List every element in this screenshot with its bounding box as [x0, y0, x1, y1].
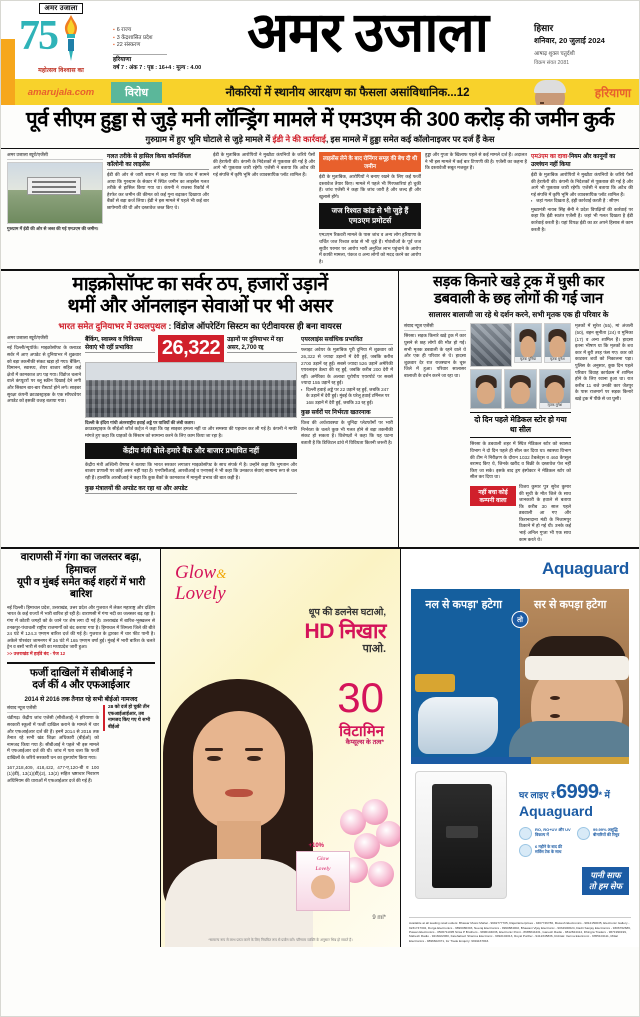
acc-redbox-wrap [470, 484, 516, 543]
cbi-col-1 [7, 705, 99, 784]
ms-subhead-3[interactable]: कुछ मंत्रालयों की अपडेट कर रहा था और अपडेट [85, 484, 297, 494]
glow-tagline-2: HD निखार [304, 620, 386, 644]
aqua-feature-2-text: 99.99% अशुद्धि बीमारियों की रिमूव [593, 827, 620, 838]
water-drop-icon [519, 827, 532, 840]
strip-state-label: हरियाणा [594, 85, 631, 100]
cbi-headline-line2[interactable]: दर्ज कीं 4 और एफआईआर [32, 680, 130, 692]
glow-ten-percent-badge: +10% [308, 843, 324, 850]
ms-dependency-head[interactable]: कुछ सर्वरों पर निर्भरता खतरनाक [301, 408, 393, 418]
strip-accent [1, 79, 15, 105]
victim-caption-1: मृतक पुनिया [515, 357, 540, 362]
lead-photo-caption: गुरुग्राम में ईडी की ओर से जब्त की गई एम3एम की जमीन। [7, 226, 99, 231]
ms-dependency-text: विश्व की अर्थव्यवस्था के चुनिंदा प्लेटफॉर्मों पर भारी निर्भरता के चलते कुछ भी गलत होने से बड़ा तकनीकी संकट हो सकता है। विशेषज्ञों ने कहा कि यह घटना बताती है कि डिजिटल ढांचे में विविधता कितनी जरूरी है। [301, 420, 393, 445]
aqua-tap-panel [411, 589, 520, 757]
acc-wreck-photo [470, 323, 512, 367]
ganga-link[interactable]: >> उत्तराखंड में हाईवे बंद - पेज 12 [7, 651, 66, 657]
aqua-split-image [411, 589, 629, 757]
cbi-col-2 [103, 705, 155, 784]
acc-body-3: विजय कुमार पुत्र सुरेश कुमार की सूची के मौत जिले के साथ जानकारी के हवाले से बताया कि करीब 30 साल पहले डबवाली आ गए और किरानादाना मंडी के निजामपुर ठिकाने में हो गई थी। उनके कई भाई अनिल गुप्ता भी एक साथ काम करते थे। [519, 483, 571, 542]
aqua-child-shirt [509, 721, 630, 757]
meta-bullet-states: ▪ 6 राज्य [113, 27, 201, 35]
acc-byline: संवाद न्यूज एजेंसी [404, 323, 466, 331]
aqua-price-prefix: घर लाइए ₹ [519, 790, 556, 801]
glow-product-pack [296, 851, 350, 911]
acc-subhead[interactable]: दो दिन पहले मेडिकल स्टोर हो गया था सील [470, 412, 571, 438]
glow-pack-brand2: Lovely [315, 866, 331, 873]
aqua-purifier-product [415, 771, 507, 899]
aqua-price-line [519, 781, 629, 804]
glow-brand-line2: Lovely [175, 583, 226, 605]
aqua-ad-canvas [401, 549, 639, 947]
lead-photo [7, 162, 103, 224]
glow-tagline-3: पाओ. [362, 643, 386, 656]
acc-body3-wrap [519, 484, 571, 543]
lead-headline[interactable]: पूर्व सीएम हुड्डा से जुड़े मनी लॉन्ड्रिंग मामले में एम3एम की 300 करोड़ की जमीन कुर्क [25, 108, 615, 131]
lead-col-photo [7, 152, 103, 265]
lead-col-3 [213, 152, 315, 265]
acc-lede: सिरसा। सड़क किनारे खड़े ट्रक में कार घुसने से छह लोगों की मौत हो गई। सभी मृतक डबवाली के रहने वाले थे और एक ही परिवार से थे। हादसा शुक्रवार देर रात राजस्थान के चूरू जिले में हुआ। परिवार सालासर बालाजी के दर्शन करने जा रहा था। [404, 333, 466, 378]
ms-sub2-wrap [227, 335, 297, 355]
lead-col2-text: ईडी की ओर से जारी बयान में कहा गया कि जांच में सामने आया कि गुरुग्राम के सेक्टर में स्थित जमीन का लाइसेंस गलत तरीके से हासिल किया गया था। कंपनी ने राजस्व रिकॉर्ड में हेरफेर कर जमीन की कीमत को कई गुना बढ़ाकर दिखाया और बैंकों से बड़ा कर्ज लिया। ईडी ने इस मामले में पहले भी कई बार छापेमारी की थी और दस्तावेज जब्त किए थे। [107, 172, 209, 210]
acc-columns [404, 323, 633, 543]
portrait-eyes [540, 91, 560, 93]
lead-col4-text: ईडी के मुताबिक, आरोपियों ने बनाए रखने के लिए कई फर्जी दस्तावेज तैयार किए। मामले में पहले भी गिरफ्तारियां हो चुकी हैं। जांच एजेंसी ने कहा कि जांच जारी है और जल्द ही और खुलासे होंगे। [319, 174, 421, 199]
cbi-text: चंडीगढ़। केंद्रीय जांच एजेंसी (सीबीआई) ने हरियाणा के सरकारी स्कूलों में फर्जी दाखिल कराने के मामले में चार और एफआईआर दर्ज की हैं। इनमें 2014 से 2016 तक तैनात रहे सभी खंड शिक्षा अधिकारी (बीईओ) को नामजद किया गया है। सीबीआई ने पहले भी इस मामले में एफआईआर दर्ज की थी। जांच में पता चला कि फर्जी दाखिलों के जरिये सरकारी धन का दुरुपयोग किया गया। [7, 715, 99, 760]
lead-story [1, 105, 639, 149]
lead-subhead-a: गुरुग्राम में हुए भूमि घोटाले से जुड़े मामले में [145, 134, 273, 144]
ms-bullet-1: ▪ दिल्ली हवाई अड्डे पर 22 उड़ानें रद्द हुईं, जबकि 247 के उड़ानें में देरी हुई। मुंबई के घरेलू हवाई टर्मिनल पर 168 उड़ानें में देरी हुई, जबकि 33 रद्द हुईं। [301, 387, 393, 406]
acc-col-2 [470, 323, 571, 543]
masthead [1, 1, 639, 79]
acc-col-3 [575, 323, 633, 543]
advertisement-glow-lovely[interactable] [161, 549, 401, 947]
cbi-numbers: 167,218,409, 418,422, 477-ए,120-बी व 100 (1)(डी), 13(1)(डी)(2), 13(2) सहित भ्रष्टाचार निवारण अधिनियम की धाराओं में एफआईआर दर्ज की गई हैं। [7, 764, 99, 783]
cbi-columns [7, 705, 155, 784]
acc-headline-line1[interactable]: सड़क किनारे खड़े ट्रक में घुसी कार [433, 274, 604, 291]
ms-sub1-wrap [85, 335, 155, 355]
lead-m3m-claim-red: एम3एम का दावा- [531, 154, 570, 160]
cbi-redbar: 28 को दर्ज हो चुकी तीन एफआईआईआर, तब नामजद किए गए थे सभी बीईओ [103, 705, 155, 731]
edition-city: हिसार [534, 23, 554, 33]
meta-issue-line: वर्ष 7 : अंक 7 : पृष्ठ : 16+4 : मूल्य : 4.00 [113, 65, 202, 72]
glow-vitamin-text: विटामिन [339, 723, 384, 741]
ms-col-3 [301, 335, 393, 496]
glow-vitamin-sub: कैप्सूल्स के तत्व* [345, 739, 384, 747]
masthead-title: अमर उजाला [247, 2, 489, 63]
lead-col-5 [425, 152, 527, 265]
victim-thumb-2 [544, 323, 571, 363]
lead-cm-quote-head[interactable]: ▪ जहां गलत दिखता है, इंही कार्रवाई करती है : सीएम [531, 198, 633, 204]
glow-brand-logo [175, 563, 226, 604]
meta-state: हरियाणा [113, 56, 132, 63]
ms-col-1 [7, 335, 81, 496]
acc-bottom-row [470, 484, 571, 543]
aqua-features [519, 827, 631, 857]
second-deck [1, 271, 639, 549]
glow-pack-brand: Glow [316, 856, 330, 863]
anniversary-logo [15, 1, 107, 77]
strip-headline[interactable]: नौकरियों में स्थानीय आरक्षण का फैसला असांविधानिक...12 [225, 86, 470, 99]
ms-photo-caption: दिल्ली के इंदिरा गांधी अंतरराष्ट्रीय हवाई अड्डे पर यात्रियों की लंबी कतार। [85, 420, 195, 426]
edition-date: शनिवार, 20 जुलाई 2024 [534, 36, 605, 45]
ms-airlines-head[interactable]: एयरलाइंस सर्वाधिक प्रभावित [301, 335, 393, 345]
aqua-feature-1-text: RO, RO+UV और UV विकल्प में [535, 827, 571, 838]
glow-ad-canvas [161, 549, 400, 947]
lead-col-2 [107, 152, 209, 265]
aqua-text-left: नल से कपड़ा' हटेगा [425, 599, 502, 612]
lead-byline: अमर उजाला ब्यूरो/एजेंसी [7, 152, 103, 160]
lead-black-band-text: एम3एम रिकवरी मामले के पास जांच व अन्य लोग हरियाणा के चर्चित जज रिश्वत कांड से भी जुड़े हैं। गोवंशीओं के पूर्व जज सुधीर परमार पर आरोप भारी अनुचित लाभ पहुंचाने के आरोप में काफी मामला, पंकज व अन्य लोगों को मदद करने का आरोप है। [319, 232, 421, 264]
aqua-head-bandage [525, 656, 629, 680]
aqua-feature-3-text: 6 महीने के बाद फ्री सर्विस टेक के साथ [535, 844, 563, 855]
ms-kicker-red: भारत समेत दुनियाभर में उथलपुथल [58, 321, 167, 332]
ms-lede: नई दिल्ली/न्यूयॉर्क। माइक्रोसॉफ्ट के क्लाउड सर्वर में आए अपडेट से दुनियाभर में शुक्रवार को बड़ा तकनीकी संकट खड़ा हो गया। बैंकिंग, विमानन, स्वास्थ्य, शेयर बाजार सहित कई क्षेत्रों में कामकाज ठप पड़ गया। विंडोज चलाने वाले कंप्यूटरों पर ब्लू स्क्रीन दिखाई देने लगी और सिस्टम बार-बार रीस्टार्ट होने लगे। साइबर सुरक्षा कंपनी क्राउडस्ट्राइक के एक सॉफ्टवेयर अपडेट को इसकी वजह बताया गया। [7, 345, 81, 404]
acc-red-box: नहीं बचा कोई कम्पनी वाला [470, 486, 516, 506]
lead-m3m-claim-rest: नियम और कानूनों का उल्लंघन नहीं किया [531, 154, 616, 168]
aqua-feature-2 [577, 827, 629, 840]
logo-small-text: अमर उजाला [39, 3, 82, 14]
microsoft-outage-story [1, 271, 399, 547]
lower-left-news [1, 549, 161, 947]
lead-m3m-claim-head [531, 152, 633, 170]
acc-subhead-text: सिरसा के डबवाली शहर में स्थित मेडिकल स्टोर को स्वास्थ्य विभाग ने दो दिन पहले ही सील कर दिया था। स्वास्थ्य विभाग की टीम ने निरीक्षण के दौरान 1032 टैबलेट्स व 460 कैप्सूल बरामद किए थे, जिनके खरीद व बिक्री के दस्तावेज पेश नहीं किए जा सके। इसके बाद ड्रग इंस्पेक्टर ने मेडिकल स्टोर को सील कर दिया था। [470, 441, 571, 480]
masthead-edition-info [534, 21, 639, 66]
meta-bullet-editions: ▪ 22 संस्करण [113, 42, 201, 50]
aqua-fine-print: Available at all leading retail outlets: Bhawar Music Mahal - 9992777705, Rajat Enterprises - 9467746786, Mukesh Electronics - 9812150035, Electronic Gallery - 9231747302, Durga Electronics - 9896086303, Neeraj Electronics - 9990884002, Bhawani Vijay Electronic - 9034900624, Dadri Sanjay Electronics - 9306762686, Pawan Electronics - 0506711095 Sirsa P Brothers - 9896104036, Electronic Point - 8685844431, Ganesh Radio - 9812824414, Dhingra Traders - 9671990199, Mahesh Radio - 9416022060, Fatehabad: Sharma Electronic - 9992102013, Royal Purifier - 9412345836, Rohtak: Verma Electronic - 9355104111, Mittal Electronics - 9896602371, for Trade Enquiry: 9991167843. [409, 917, 631, 943]
ms-photo-ceiling [86, 363, 296, 379]
lead-subhead-red: ईडी ने की कार्रवाई [272, 134, 326, 144]
acc-kicker: सालासर बालाजी जा रहे थे दर्शन करने, सभी मृतक एक ही परिवार के [428, 310, 609, 320]
lead-col5-text: हुड्डा और गुप्ता के खिलाफ पहले से कई मामले दर्ज हैं। अदालत ने भी इस मामले में कई बार टिप्पणी की है। एजेंसी का कहना है कि दस्तावेजी सबूत मजबूत हैं। [425, 152, 527, 171]
aqua-text-right: सर से कपड़ा हटेगा [534, 599, 607, 612]
aqua-price-brand: Aquaguard [519, 803, 593, 820]
aqua-price-suffix: * में [598, 790, 610, 801]
lead-col-6 [531, 152, 633, 265]
aqua-feature-3 [519, 844, 571, 857]
anniversary-tagline: महोत्सव विश्वास का [38, 67, 84, 74]
advertisement-aquaguard[interactable] [401, 549, 639, 947]
aqua-child-eyes [550, 687, 604, 691]
lead-col3-text: ईडी के मुताबिक आरोपियों ने मुखौटा कंपनियों के जरिये पैसों की हेराफेरी की। कंपनी के निदेशकों से पूछताछ की गई है और आगे भी पूछताछ जारी रहेगी। एजेंसी ने बताया कि अटैच की गई संपत्ति में कृषि भूमि और व्यावसायिक प्लॉट शामिल हैं। [213, 152, 315, 177]
lower-left-divider [7, 662, 155, 664]
photo-signboard [27, 177, 82, 195]
acc-headline-line2[interactable]: डबवाली के छह लोगों की गई जान [434, 291, 603, 308]
cbi-kicker: 2014 से 2016 तक तैनात रहे सभी बीईओ नामजद [24, 696, 138, 704]
ms-subhead-2[interactable]: उड़ानों पर दुनियाभर में रहा असर, 2,700 रद्द [227, 335, 297, 353]
aqua-cloth [418, 697, 499, 754]
glow-pack-volume: 9 ml* [372, 915, 386, 922]
glow-tagline-1: धूप की डलनेस घटाओ, [308, 607, 386, 619]
aqua-brand-logo: Aquaguard [541, 559, 629, 579]
acc-photo-row [470, 323, 571, 367]
website-url[interactable]: amarujala.com [27, 86, 95, 98]
torch-icon [61, 15, 81, 61]
victim-thumb-5 [539, 369, 571, 409]
ms-bignum-wrap [158, 335, 224, 362]
cbi-headline-line1[interactable]: फर्जी दाखिलों में सीबीआई ने [29, 667, 133, 679]
lead-black-band-title[interactable]: जज रिश्वत कांड से भी जुड़े हैं एम3एम प्रमोटर्स [319, 203, 421, 229]
lower-section [1, 549, 639, 947]
ms-airport-photo [85, 362, 297, 418]
glow-fine-print: *सामान्य रूप से लाभ प्राप्त करने के लिए नियमित रूप से प्रयोग करें। परिणाम व्यक्ति के अनुसार भिन्न हो सकते हैं। [208, 938, 353, 943]
lead-col-4 [319, 152, 421, 265]
glow-pack-face [311, 875, 335, 899]
acc-col-1 [404, 323, 466, 543]
aqua-slogan [582, 867, 629, 895]
aqua-tap-handle [415, 674, 455, 692]
germ-shield-icon [577, 827, 590, 840]
truck-accident-story [399, 271, 639, 547]
aqua-child-panel [520, 589, 629, 757]
aqua-slogan-line1: पानी साफ [590, 870, 621, 881]
meta-bullet-ut: ▪ 3 केंद्रशासित प्रदेश [113, 35, 201, 43]
ms-subhead-1[interactable]: बैंकिंग, स्वास्थ्य व चिकित्सा सेवाएं भी रहीं प्रभावित [85, 335, 155, 353]
victim-thumb-1 [514, 323, 541, 363]
acc-photo-row-2 [470, 369, 571, 409]
ms-mid-text: क्राउडस्ट्राइक के सीईओ जॉर्ज कर्ट्ज ने कहा कि यह साइबर हमला नहीं था और समस्या की पहचान कर ली गई है। कंपनी ने माफी मांगते हुए कहा कि ग्राहकों के सिस्टम को सामान्य करने के लिए काम किया जा रहा है। [85, 426, 297, 438]
top-banner-strip [1, 79, 639, 105]
ms-kicker-rest: : विंडोज ऑपरेटिंग सिस्टम का एंटीवायरस ही बना वायरस [168, 321, 342, 332]
strip-category-tag[interactable]: विरोध [111, 82, 162, 103]
aqua-slogan-line2: तो हम सेफ [588, 881, 622, 892]
ms-headline-line1[interactable]: माइक्रोसॉफ्ट का सर्वर ठप, हजारों उड़ानें [72, 274, 328, 296]
lead-orange-band: लाइसेंस लेने के बाद रोनिंगर समूह की बेच दी थी जमीन [319, 152, 421, 172]
glow-brand-amp: & [216, 566, 227, 582]
ganga-headline-line2[interactable]: यूपी व मुंबई समेत कई शहरों में भारी बारिश [17, 577, 145, 601]
aqua-feature-1 [519, 827, 571, 840]
ms-black-band[interactable]: केंद्रीय मंत्री बोले-हमारे बैंक और बाजार प्रभावित नहीं [85, 443, 297, 459]
aqua-gold-divider [411, 757, 629, 764]
purifier-spout [446, 826, 478, 838]
ms-byline: अमर उजाला ब्यूरो/एजेंसी [7, 335, 81, 343]
ms-columns [7, 335, 393, 496]
glow-vitamin-number: 30 [337, 674, 384, 722]
lead-col2-head[interactable]: गलत तरीके से हासिल किया कॉमर्शियल कॉलोनी का लाइसेंस [107, 152, 209, 170]
victim-thumb-4 [504, 369, 536, 409]
service-clock-icon [519, 844, 532, 857]
edition-vikram: विक्रम संवत 2081 [534, 60, 570, 66]
ms-headline-line2[interactable]: थमीं और ऑनलाइन सेवाओं पर भी असर [67, 296, 333, 318]
lead-cm-quote-text: मुख्यमंत्री नायब सिंह सैनी ने प्रदेश विपक्षियों की कार्रवाई पर कहा कि ईडी स्वतंत्र एजेंसी है। जहां भी गलत दिखता है ईडी कार्रवाई करती है। यहां विपक्ष ईडी का डर अपने हिसाब से काम करती है। [531, 206, 633, 232]
lead-col6-text: ईडी के मुताबिक आरोपियों ने मुखौटा कंपनियों के जरिये पैसों की हेराफेरी की। कंपनी के निदेशकों से पूछताछ की गई है और आगे भी पूछताछ जारी रहेगी। एजेंसी ने बताया कि अटैच की गई संपत्ति में कृषि भूमि और व्यावसायिक प्लॉट शामिल हैं। [531, 172, 633, 197]
lead-subhead-b: , इस मामले में हुड्डा समेत कई कॉलोनाइजर पर दर्ज हैं केस [325, 134, 495, 144]
cbi-byline: संवाद न्यूज एजेंसी [7, 705, 99, 713]
aqua-to-badge: तो [512, 611, 529, 628]
meta-divider [113, 54, 167, 55]
acc-body-2: मृतकों में सुरेश (55), मां अंजली (50), बहन सुनीता (24) व मुनिका (17) व अन्य शामिल हैं। हादसा इतना भीषण था कि मृतकों के शव कार में बुरी तरह फंस गए। कार को काटकर शवों को निकालना पड़ा। पुलिस के अनुसार, कुछ दिन पहले परिवार विवाह कार्यक्रम में शामिल होने के लिए रवाना हुआ था। रात करीब 11 बजे उनकी कार जैतपुर के पास राजमार्ग पर सड़क किनारे खड़े ट्रक में पीछे से जा घुसी। [575, 323, 633, 401]
ms-col-2 [85, 335, 297, 496]
anniversary-number: 75 [19, 13, 57, 59]
aqua-price-value: 6999 [555, 781, 599, 804]
ms-black-band-text: केंद्रीय मंत्री अश्विनी वैष्णव ने बताया कि भारत सरकार लगातार माइक्रोसॉफ्ट के साथ संपर्क में है। उन्होंने कहा कि भुगतान और बाजार प्रणाली पर कोई असर नहीं पड़ा है। एनपीसीआई, आरबीआई व एनएसई ने भी कहा कि उनकाज सेवाएं सामान्य रूप से चल रही हैं। हालांकि आरबीआई ने कहा कि कुछ बैंकों के कामकाज में मामूली प्रभाव की बात कही है। [85, 461, 297, 480]
edition-samvat: आषाढ़ शुक्ल चतुर्दशी [534, 51, 575, 57]
ganga-text: नई दिल्ली। हिमाचल प्रदेश, उत्तराखंड, उत्तर प्रदेश और गुजरात में लेकर महाराष्ट्र और दक्षिण भारत के कई राज्यों में भारी बारिश हो रही है। वाराणसी में गंगा नदी का जलस्तर बढ़ रहा है। गंगा में कोटरी जगहों को के जाने पर शेष लगा दी गई है। उत्तराखंड में बारिश-भूस्खलन से टनकपुर-पंचाचली राष्ट्रीय राजमार्गों को बंद कराया गया है। हिमाचल में शिमला जिले की बीते 24 घंटे में 124.3 एमएम बारिश दर्ज की गई है। गुजरात के द्वारका में चार फीट पानी है। अकेले पोरबंदर जामनगर में 36 घंटे में 165 एमएम वर्षा हुई। मुंबई में भारी बारिश के चलते ट्रेन व बसों भारी से रुकी का मध्यप्रदेश जारी हुआ। [7, 604, 155, 650]
ganga-headline-line1[interactable]: वाराणसी में गंगा का जलस्तर बढ़ा, हिमाचल [20, 552, 142, 576]
victim-caption-3: मृतक मुनेश [540, 403, 570, 408]
masthead-meta [113, 27, 201, 73]
ms-airlines-text: फ्लाइट अवेयर के मुताबिक पूरी दुनिया में शुक्रवार को 26,322 से ज्यादा उड़ानों में देरी हुई, जबकि करीब 2700 उड़ानें रद्द हुईं। सबसे ज्यादा 526 उड़ानें अमेरिकी एयरलाइन डेल्टा की रद्द हुईं, जबकि करीब 200 देरी में रहीं। अमेरिका के अलावा यूरोपीय एयरपोर्ट पर सबसे ज्यादा 155 उड़ानें रद्द हुईं। [301, 347, 393, 386]
ms-kicker [7, 320, 393, 332]
lead-subhead [7, 134, 633, 145]
logo-75-graphic [17, 15, 105, 63]
strip-portrait [527, 79, 575, 105]
victim-thumb-3 [470, 369, 502, 409]
glow-brand-line1: Glow [175, 562, 217, 584]
lead-story-body [1, 149, 639, 271]
victim-caption-2: मृतक मुनेश [545, 357, 570, 362]
ms-big-number: 26,322 [158, 335, 224, 362]
